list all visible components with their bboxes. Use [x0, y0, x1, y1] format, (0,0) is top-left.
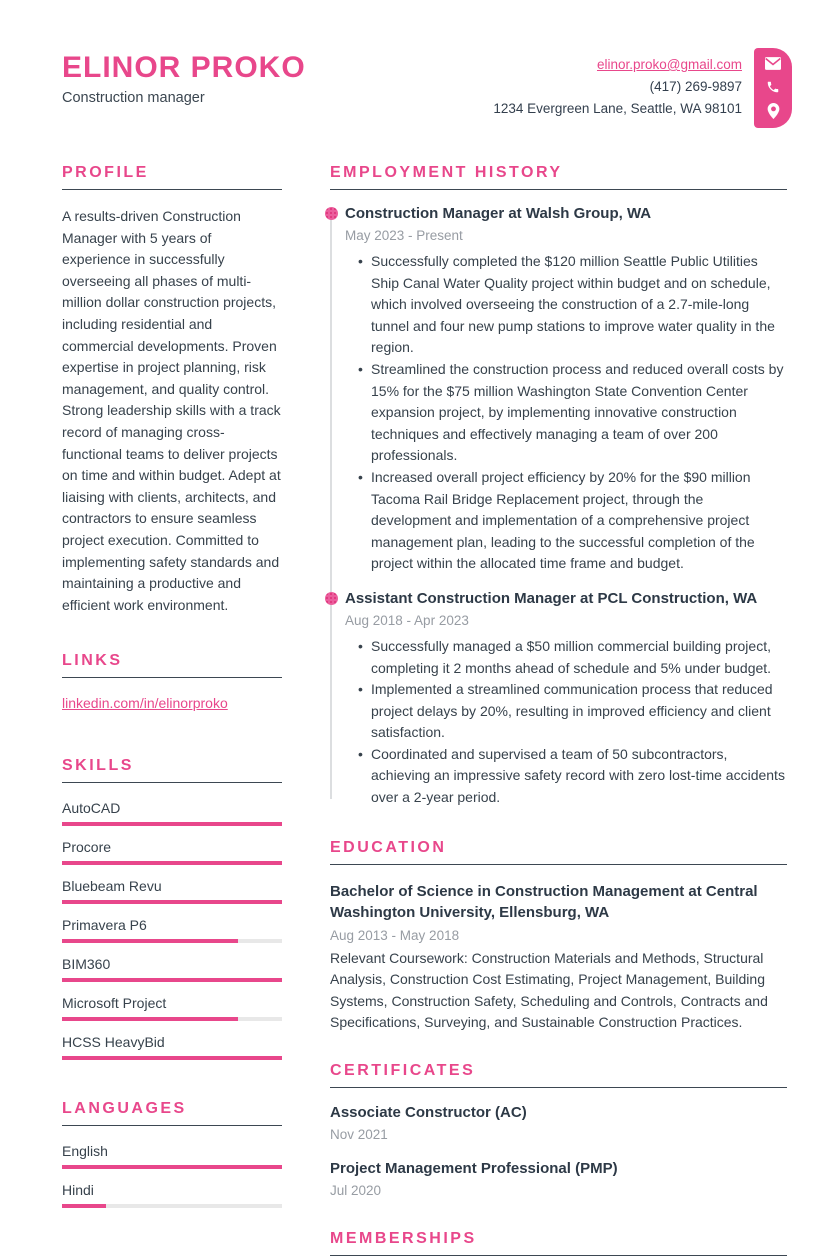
- education-heading: EDUCATION: [330, 839, 787, 865]
- links-section: [62, 652, 282, 713]
- skill-name: Procore: [62, 839, 112, 856]
- education-description: Relevant Coursework: Construction Materials and Methods, Structural Analysis, Construction Cost Estimating, Project Management, Building Systems, Construction Safety, Scheduling and Controls, Contracts and Specifications, Surveying, and Sustainable Construction Practices.: [330, 949, 768, 1031]
- language-bar-track: [62, 1165, 282, 1169]
- job-entry: [330, 204, 787, 575]
- employment-history-heading: EMPLOYMENT HISTORY: [330, 164, 787, 190]
- education-section: [330, 839, 787, 1034]
- skill-name: AutoCAD: [62, 800, 121, 817]
- skill-bar-track: [62, 861, 282, 865]
- skill-bar-track: [62, 1056, 282, 1060]
- skill-name: Bluebeam Revu: [62, 878, 162, 895]
- skill-item: [62, 993, 282, 1021]
- skill-bar-track: [62, 939, 282, 943]
- timeline-dot-icon: [325, 592, 338, 605]
- envelope-icon: [765, 57, 781, 70]
- skill-bar-fill: [62, 939, 238, 943]
- languages-heading: LANGUAGES: [62, 1100, 282, 1126]
- skill-item: [62, 915, 282, 943]
- language-bar-fill: [62, 1165, 282, 1169]
- job-title: Assistant Construction Manager at PCL Construction, WA: [345, 589, 758, 607]
- memberships-heading: MEMBERSHIPS: [330, 1230, 787, 1256]
- education-degree: Bachelor of Science in Construction Management at Central Washington University, Ellensburg, WA: [330, 882, 758, 922]
- skill-bar-track: [62, 900, 282, 904]
- education-dates: Aug 2013 - May 2018: [330, 927, 460, 943]
- skill-bar-fill: [62, 900, 282, 904]
- language-item: [62, 1180, 282, 1208]
- skill-name: BIM360: [62, 956, 111, 973]
- contact-lines: [493, 52, 742, 120]
- job-bullet: • Implemented a streamlined communication process that reduced project delays by 20%, resulting in improved efficiency and client satisfaction.: [345, 679, 787, 744]
- job-bullet: • Successfully completed the $120 million Seattle Public Utilities Ship Canal Water Quality project within budget and on schedule, which involved overseeing the construction of a 2.7-mile-long tunnel and four new pump stations to improve water quality in the region.: [345, 251, 787, 359]
- header: [0, 0, 833, 128]
- skill-bar-fill: [62, 861, 282, 865]
- job-dates: May 2023 - Present: [345, 228, 463, 243]
- certificate-entry: [330, 1159, 787, 1200]
- profile-text: A results-driven Construction Manager with 5 years of experience in successfully overseeing all phases of multi-million dollar construction projects, including residential and commercial developments. Proven expertise in project planning, risk management, and quality control. Strong leadership skills with a track record of managing cross-functional teams to deliver projects on time and within budget. Adept at liaising with clients, architects, and contractors to ensure seamless project execution. Committed to implementing safety standards and maintaining a productive and efficient work environment.: [62, 208, 281, 613]
- header-contact: [493, 52, 792, 128]
- skill-item: [62, 1032, 282, 1060]
- skill-bar-track: [62, 822, 282, 826]
- linkedin-link[interactable]: linkedin.com/in/elinorproko: [62, 695, 228, 712]
- employment-timeline: [330, 204, 787, 809]
- job-bullet: • Increased overall project efficiency by 20% for the $90 million Tacoma Rail Bridge Replacement project, through the development and implementation of a comprehensive project management plan, leading to the successful completion of the project within the allocated time frame and budget.: [345, 467, 787, 575]
- job-bullet-list: [345, 251, 787, 575]
- job-entry: [330, 589, 787, 809]
- language-name: English: [62, 1143, 108, 1160]
- skill-bar-fill: [62, 1056, 282, 1060]
- job-bullet: • Coordinated and supervised a team of 50 subcontractors, achieving an impressive safety record with zero lost-time accidents over a 2-year period.: [345, 744, 787, 809]
- contact-icon-bar: [754, 48, 792, 128]
- job-bullet: • Streamlined the construction process and reduced overall costs by 15% for the $75 million Washington State Convention Center expansion project, by implementing innovative construction techniques and effectively managing a team of over 200 professionals.: [345, 359, 787, 467]
- job-bullet: • Successfully managed a $50 million commercial building project, completing it 2 months ahead of schedule and 5% under budget.: [345, 636, 787, 679]
- person-name: ELINOR PROKO: [62, 51, 306, 84]
- job-bullet-list: [345, 636, 787, 809]
- education-entry: [330, 881, 787, 1034]
- memberships-section: [330, 1230, 787, 1256]
- skill-name: Primavera P6: [62, 917, 147, 934]
- job-dates: Aug 2018 - Apr 2023: [345, 612, 469, 628]
- languages-list: [62, 1141, 282, 1208]
- employment-history-section: [330, 164, 787, 809]
- header-identity: [62, 52, 306, 106]
- email-link[interactable]: elinor.proko@gmail.com: [596, 57, 742, 72]
- phone-number: (417) 269-9897: [649, 79, 742, 94]
- skill-item: [62, 954, 282, 982]
- languages-section: [62, 1100, 282, 1208]
- person-job-title: Construction manager: [62, 90, 205, 106]
- certificate-entry: [330, 1103, 787, 1144]
- job-title: Construction Manager at Walsh Group, WA: [345, 205, 652, 222]
- language-bar-track: [62, 1204, 282, 1208]
- skill-bar-fill: [62, 822, 282, 826]
- phone-icon: [766, 80, 780, 94]
- skill-name: HCSS HeavyBid: [62, 1034, 165, 1051]
- skill-bar-track: [62, 978, 282, 982]
- location-pin-icon: [767, 103, 780, 119]
- certificate-title: Project Management Professional (PMP): [330, 1160, 618, 1178]
- skills-section: [62, 757, 282, 1060]
- skill-bar-track: [62, 1017, 282, 1021]
- timeline-dot-icon: [325, 207, 338, 220]
- main-column: [330, 164, 787, 1256]
- skill-item: [62, 876, 282, 904]
- skills-heading: SKILLS: [62, 757, 282, 783]
- address: 1234 Evergreen Lane, Seattle, WA 98101: [493, 101, 742, 116]
- certificates-heading: CERTIFICATES: [330, 1062, 787, 1088]
- contact-email-row: [493, 54, 742, 76]
- certificate-dates: Nov 2021: [330, 1127, 388, 1143]
- sidebar: [62, 164, 282, 1256]
- profile-heading: PROFILE: [62, 164, 282, 190]
- language-bar-fill: [62, 1204, 106, 1208]
- content-columns: [0, 164, 833, 1256]
- skills-list: [62, 798, 282, 1060]
- skill-bar-fill: [62, 978, 282, 982]
- language-item: [62, 1141, 282, 1169]
- certificate-dates: Jul 2020: [330, 1183, 382, 1199]
- certificates-section: [330, 1062, 787, 1200]
- links-heading: LINKS: [62, 652, 282, 678]
- profile-section: [62, 164, 282, 616]
- skill-bar-fill: [62, 1017, 238, 1021]
- certificate-title: Associate Constructor (AC): [330, 1104, 527, 1122]
- language-name: Hindi: [62, 1182, 94, 1199]
- skill-item: [62, 798, 282, 826]
- skill-name: Microsoft Project: [62, 995, 167, 1012]
- skill-item: [62, 837, 282, 865]
